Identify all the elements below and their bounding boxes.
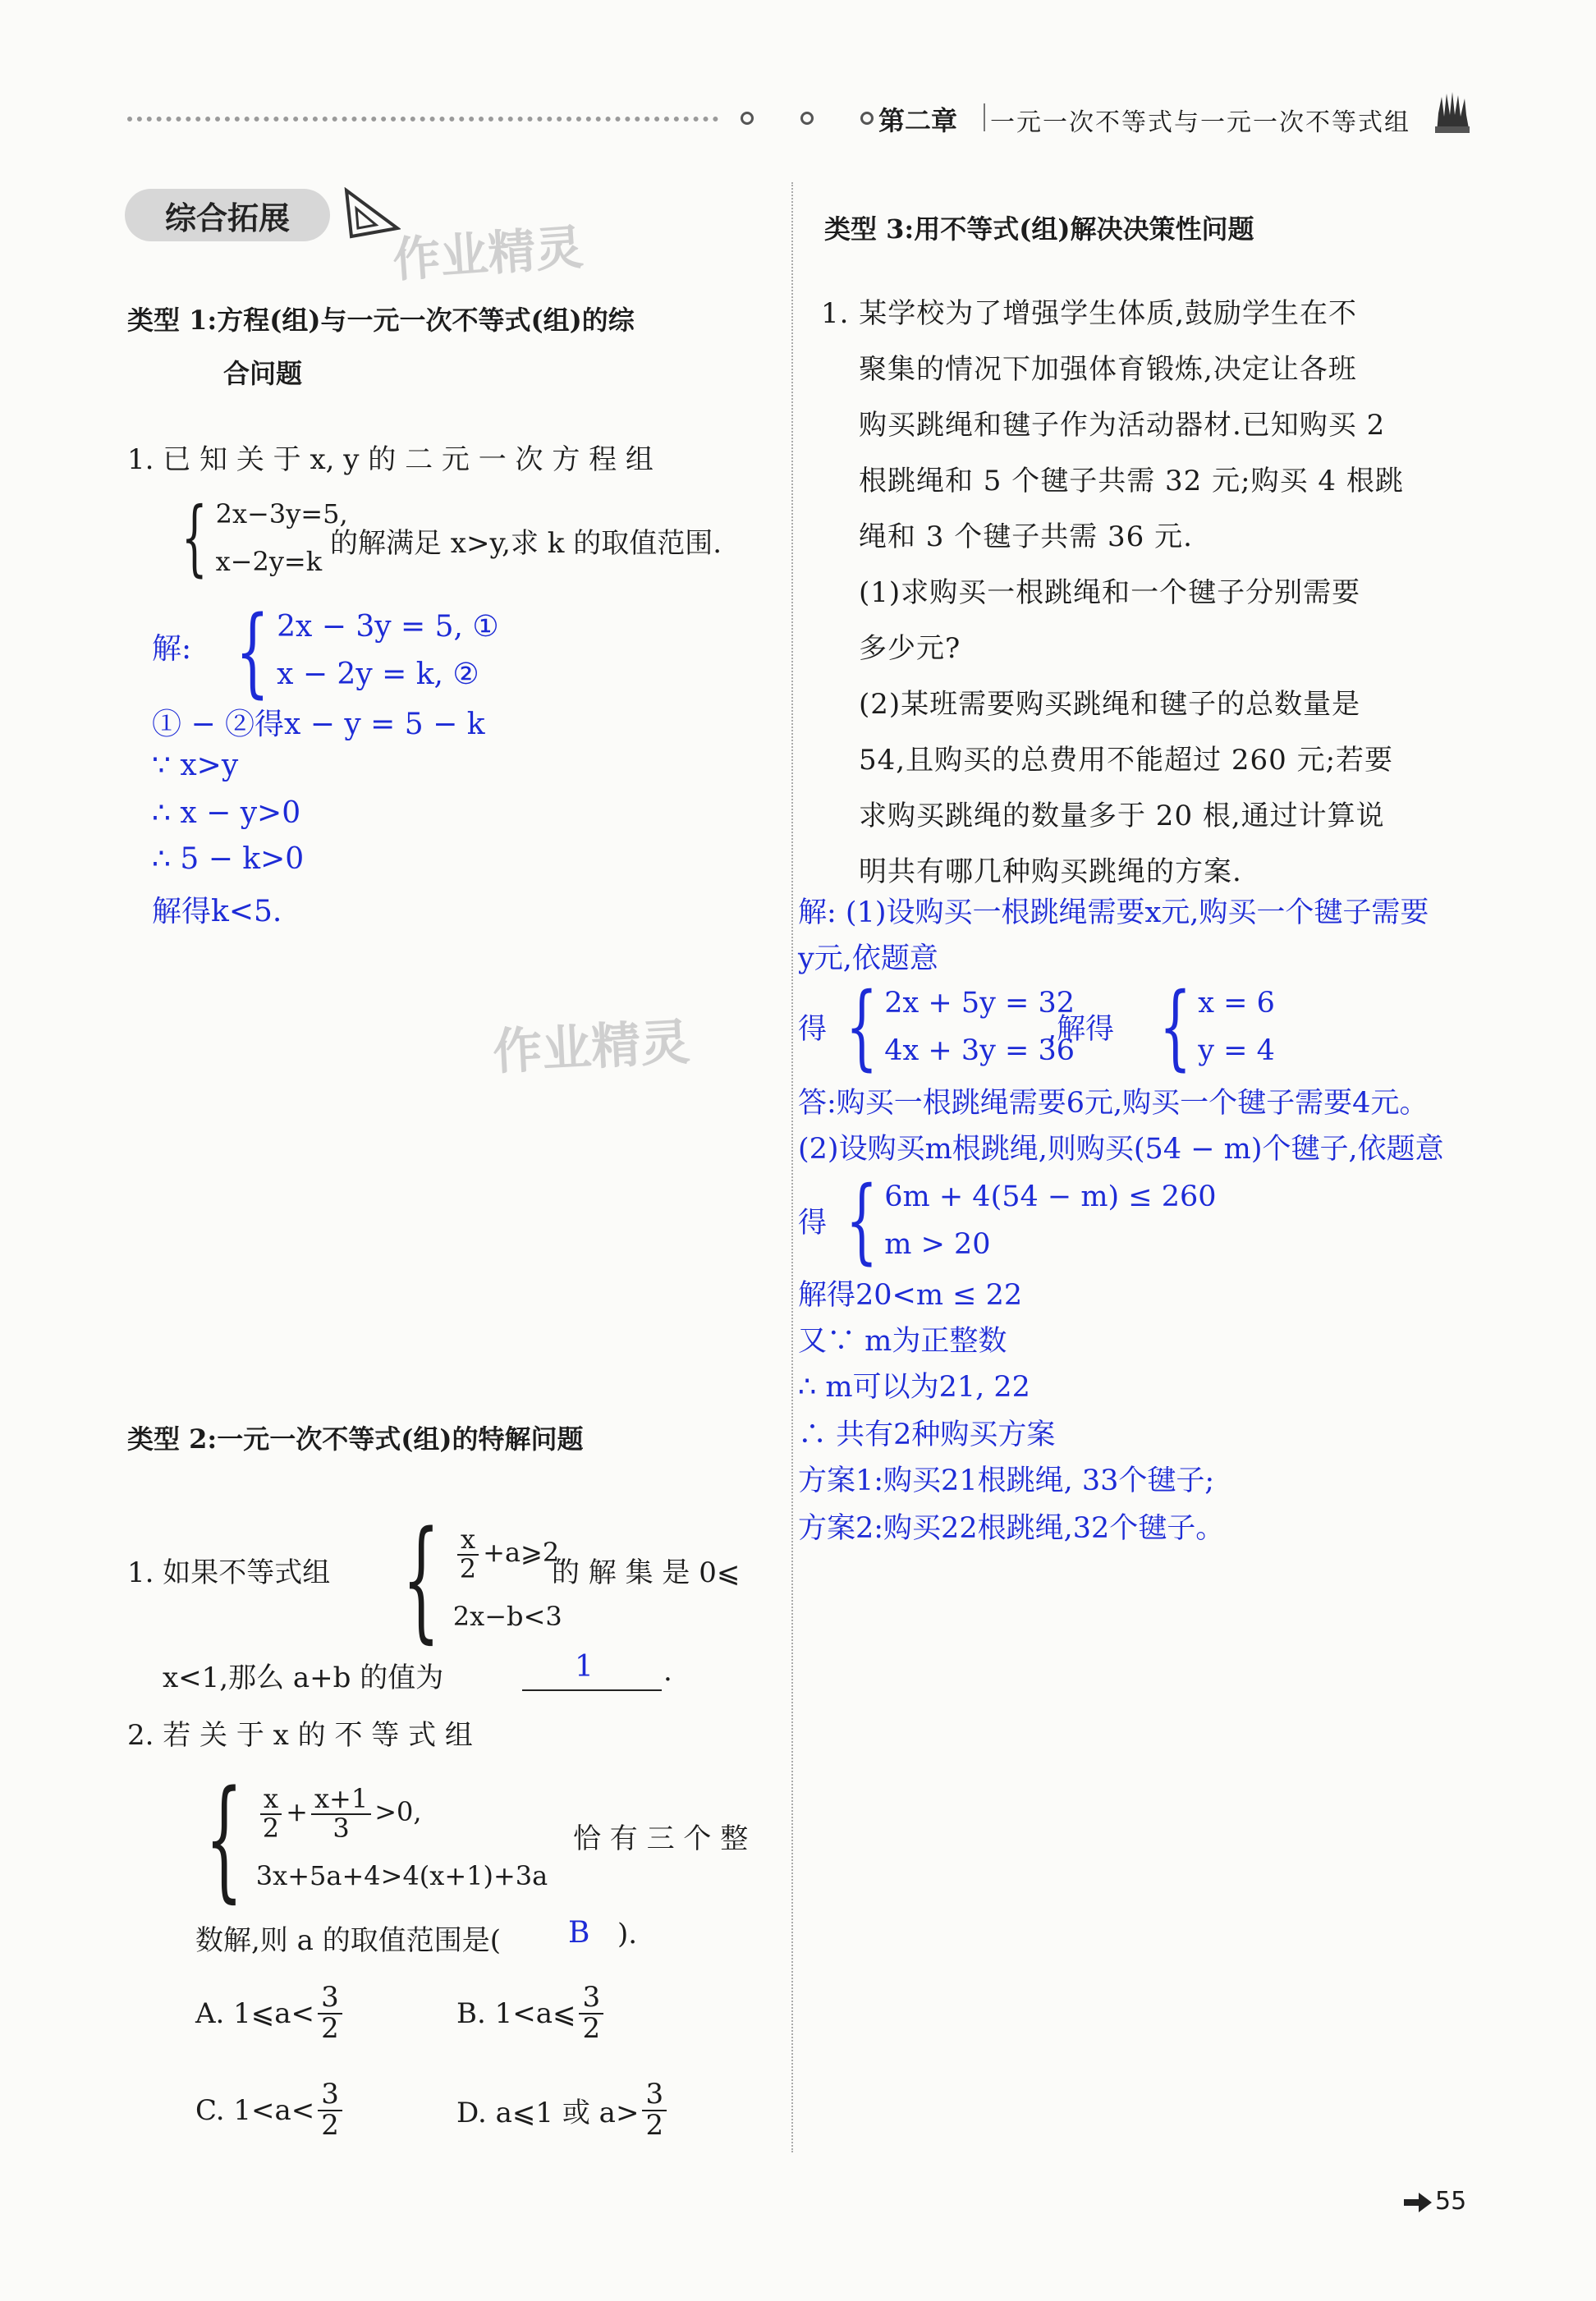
type1-title: 类型 1:方程(组)与一元一次不等式(组)的综 (127, 305, 635, 336)
option-b: B. 1<a⩽ $\frac{3}{2}$ (456, 1983, 607, 2043)
option-c: C. 1<a< $\frac{3}{2}$ (195, 2080, 346, 2140)
question-1-tail: 的解满足 x>y,求 k 的取值范围. (330, 527, 722, 560)
question-2-1-post: 的 解 集 是 0⩽ (552, 1556, 741, 1589)
solution-line: y元,依题意 (798, 942, 938, 975)
solution-system-3: { 6m + 4(54 − m) ≤ 260 m > 20 (846, 1167, 1217, 1274)
option-d: D. a⩽1 或 a> $\frac{3}{2}$ (456, 2080, 670, 2140)
header-dotted-rule (127, 117, 718, 121)
choice-answer: B (568, 1916, 590, 1950)
question-2-2-close: ). (617, 1918, 638, 1950)
inequality-system-2: { $\frac{x}{2}$ + $\frac{x+1}{3}$ >0, 3x+5a+4>4(x+1)+3a (204, 1762, 548, 1915)
solution-step: ∵ x>y (152, 749, 239, 782)
header-dot-icon (860, 112, 874, 125)
solution-line: ∴ m可以为21, 22 (798, 1371, 1030, 1404)
section-label: 综合拓展 (125, 189, 330, 241)
page-number: 55 (1435, 2187, 1467, 2216)
type2-title: 类型 2:一元一次不等式(组)的特解问题 (127, 1423, 584, 1455)
question-2-2-line2: 数解,则 a 的取值范围是( (195, 1924, 501, 1957)
option-a: A. 1⩽a< $\frac{3}{2}$ (195, 1983, 346, 2043)
watermark: 作业精灵 (391, 218, 585, 288)
question-1-stem: 1. 已 知 关 于 x, y 的 二 元 一 次 方 程 组 (127, 443, 654, 476)
question-2-1-pre: 1. 如果不等式组 (127, 1556, 331, 1589)
solution-de: 得 (798, 1207, 828, 1240)
question-3-line: 多少元? (859, 632, 961, 665)
solution-step: ① − ②得x − y = 5 − k (152, 708, 485, 741)
type3-title: 类型 3:用不等式(组)解决决策性问题 (824, 213, 1254, 245)
solution-label: 解: (152, 632, 192, 666)
solution-step: ∴ 5 − k>0 (152, 842, 305, 876)
header-dot-icon (800, 112, 814, 125)
question-3-line: (1)求购买一根跳绳和一个毽子分别需要 (859, 576, 1361, 609)
column-divider (791, 182, 793, 2152)
question-3-line: 1. 某学校为了增强学生体质,鼓励学生在不 (821, 297, 1358, 330)
question-3-line: 聚集的情况下加强体育锻炼,决定让各班 (859, 353, 1357, 386)
solution-line: 又∵ m为正整数 (798, 1325, 1007, 1358)
header-chapter: 第二章 (878, 105, 958, 136)
answer-value: 1 (575, 1650, 594, 1684)
answer-blank (522, 1689, 662, 1691)
arrow-right-icon (1402, 2190, 1433, 2215)
question-2-2-tail: 恰 有 三 个 整 (573, 1822, 749, 1855)
question-3-line: 根跳绳和 5 个毽子共需 32 元;购买 4 根跳 (859, 465, 1404, 497)
solution-system-2: { x = 6 y = 4 (1159, 974, 1275, 1080)
solution-line: 解: (1)设购买一根跳绳需要x元,购买一个毽子需要 (798, 896, 1429, 929)
header-divider (984, 103, 985, 131)
header-dot-icon (741, 112, 754, 125)
question-2-2-stem: 2. 若 关 于 x 的 不 等 式 组 (127, 1719, 473, 1752)
solution-part-2: (2)设购买m根跳绳,则购买(54 − m)个毽子,依题意 (798, 1133, 1444, 1166)
solution-de: 得 (798, 1013, 828, 1046)
question-3-line: 明共有哪几种购买跳绳的方案. (859, 855, 1242, 888)
question-3-line: 绳和 3 个毽子共需 36 元. (859, 520, 1193, 553)
solution-step: 解得k<5. (152, 895, 282, 928)
question-3-line: 求购买跳绳的数量多于 20 根,通过计算说 (859, 800, 1385, 832)
solution-step: ∴ x − y>0 (152, 796, 301, 830)
question-3-line: 购买跳绳和毽子作为活动器材.已知购买 2 (859, 409, 1386, 442)
inequality-system: { $\frac{x}{2}$ +a⩾2, 2x−b<3 (401, 1502, 568, 1656)
solution-system: { 2x − 3y = 5, ① x − 2y = k, ② (235, 594, 499, 708)
solution-line: 方案1:购买21根跳绳, 33个毽子; (798, 1464, 1215, 1497)
equation-system: { 2x−3y=5, x−2y=k (181, 489, 348, 585)
grass-icon (1430, 89, 1474, 135)
question-2-1-end: . (663, 1655, 672, 1688)
solution-jiede: ,解得 (1048, 1013, 1115, 1046)
type1-title-cont: 合问题 (223, 358, 303, 389)
question-2-1-line2: x<1,那么 a+b 的值为 (163, 1662, 444, 1694)
solution-line: 解得20<m ≤ 22 (798, 1279, 1023, 1312)
question-3-line: (2)某班需要购买跳绳和毽子的总数量是 (859, 688, 1361, 721)
header-chapter-title: 一元一次不等式与一元一次不等式组 (990, 108, 1410, 137)
solution-line: ∴ 共有2种购买方案 (798, 1419, 1056, 1451)
question-3-line: 54,且购买的总费用不能超过 260 元;若要 (859, 744, 1394, 777)
solution-line: 方案2:购买22根跳绳,32个毽子。 (798, 1512, 1225, 1545)
solution-answer-1: 答:购买一根跳绳需要6元,购买一个毽子需要4元。 (798, 1087, 1429, 1120)
solution-system-1: { 2x + 5y = 32 4x + 3y = 36 (846, 974, 1075, 1080)
watermark: 作业精灵 (491, 1013, 691, 1082)
